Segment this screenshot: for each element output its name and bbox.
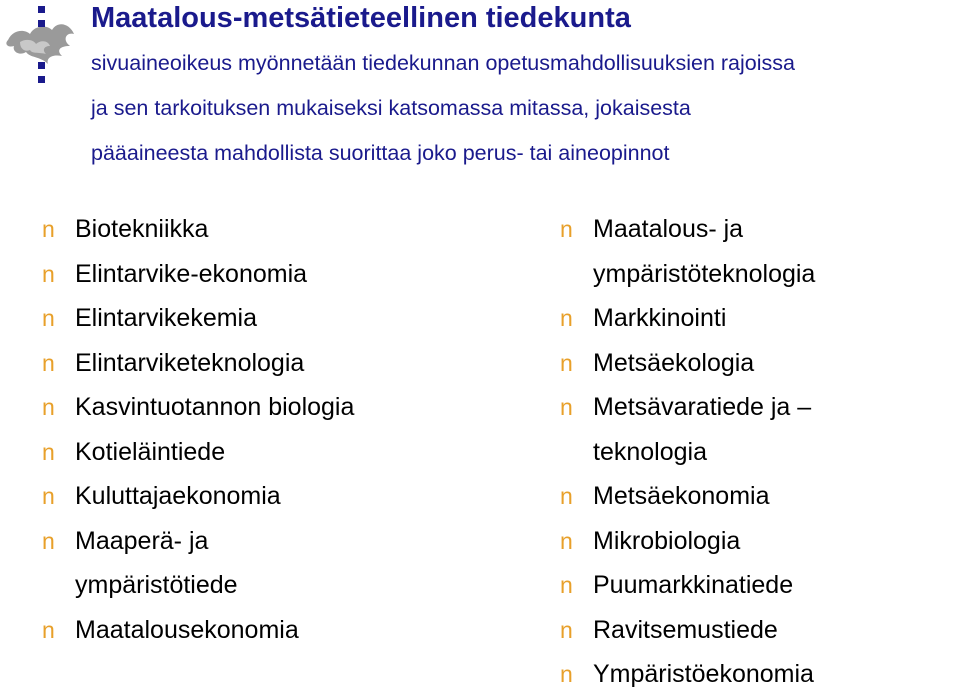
list-item xyxy=(560,385,815,430)
list-item xyxy=(560,608,815,653)
list-item xyxy=(560,207,815,252)
bullet-icon: n xyxy=(42,616,55,643)
list-item xyxy=(42,563,354,608)
list-item xyxy=(560,474,815,519)
list-item-label: Maatalous- ja xyxy=(593,215,744,243)
bullet-icon: n xyxy=(560,572,573,598)
bullet-icon: n xyxy=(560,216,573,242)
list-item-label: Mikrobiologia xyxy=(593,526,741,555)
list-item xyxy=(42,474,354,519)
list-item xyxy=(42,207,354,252)
list-item-label: Biotekniikka xyxy=(75,215,209,243)
bullet-icon: n xyxy=(560,483,573,509)
list-item xyxy=(42,385,354,430)
list-item xyxy=(560,430,815,475)
list-item-label: Puumarkkinatiede xyxy=(593,571,794,599)
subtitle-line-1: sivuaineoikeus myönnetään tiedekunnan opetusmahdollisuuksien rajoissa xyxy=(91,51,795,75)
bullet-icon: n xyxy=(42,438,55,465)
list-item-label: Metsävaratiede ja – xyxy=(593,393,812,421)
list-item xyxy=(560,519,815,564)
bullet-icon: n xyxy=(42,483,55,509)
bullet-icon: n xyxy=(42,305,55,331)
university-flame-logo-icon xyxy=(0,0,80,90)
list-item-label: Elintarvike-ekonomia xyxy=(75,259,308,288)
list-item-label: Metsäekologia xyxy=(593,348,755,377)
list-item-label: Maaperä- ja xyxy=(75,526,209,555)
list-item-label: Metsäekonomia xyxy=(593,482,770,510)
list-item-label: ympäristöteknologia xyxy=(593,259,816,288)
list-item-label: Elintarviketeknologia xyxy=(75,348,305,377)
list-item xyxy=(42,519,354,564)
list-item xyxy=(42,341,354,386)
bullet-icon: n xyxy=(560,661,573,687)
bullet-icon: n xyxy=(42,527,55,554)
list-item-label: Markkinointi xyxy=(593,304,727,332)
list-item-label: Elintarvikekemia xyxy=(75,304,258,332)
list-item-label: ympäristötiede xyxy=(75,571,238,599)
list-item-label: Ympäristöekonomia xyxy=(593,660,814,688)
page-title: Maatalous-metsätieteellinen tiedekunta xyxy=(91,2,631,34)
list-item-label: Ravitsemustiede xyxy=(593,615,778,644)
bullet-icon: n xyxy=(560,527,573,554)
bullet-icon: n xyxy=(42,216,55,242)
left-subject-list xyxy=(42,207,354,652)
bullet-icon: n xyxy=(560,349,573,376)
bullet-icon: n xyxy=(560,394,573,420)
list-item xyxy=(560,252,815,297)
bullet-icon: n xyxy=(560,616,573,643)
list-item xyxy=(42,296,354,341)
bullet-icon: n xyxy=(42,260,55,287)
list-item-label: Kasvintuotannon biologia xyxy=(75,393,355,421)
bullet-icon: n xyxy=(560,305,573,331)
subtitle-line-2: ja sen tarkoituksen mukaiseksi katsomassa mitassa, jokaisesta xyxy=(91,96,691,120)
list-item xyxy=(560,652,815,697)
list-item xyxy=(560,563,815,608)
list-item-label: teknologia xyxy=(593,437,707,466)
list-item xyxy=(560,296,815,341)
list-item xyxy=(42,608,354,653)
list-item-label: Maatalousekonomia xyxy=(75,615,299,644)
list-item xyxy=(42,430,354,475)
list-item-label: Kuluttajaekonomia xyxy=(75,482,281,510)
list-item-label: Kotieläintiede xyxy=(75,437,226,466)
bullet-icon: n xyxy=(42,394,55,420)
list-item xyxy=(42,252,354,297)
right-subject-list xyxy=(560,207,815,697)
list-item xyxy=(560,341,815,386)
subtitle-line-3: pääaineesta mahdollista suorittaa joko perus- tai aineopinnot xyxy=(91,141,670,165)
bullet-icon: n xyxy=(42,349,55,376)
